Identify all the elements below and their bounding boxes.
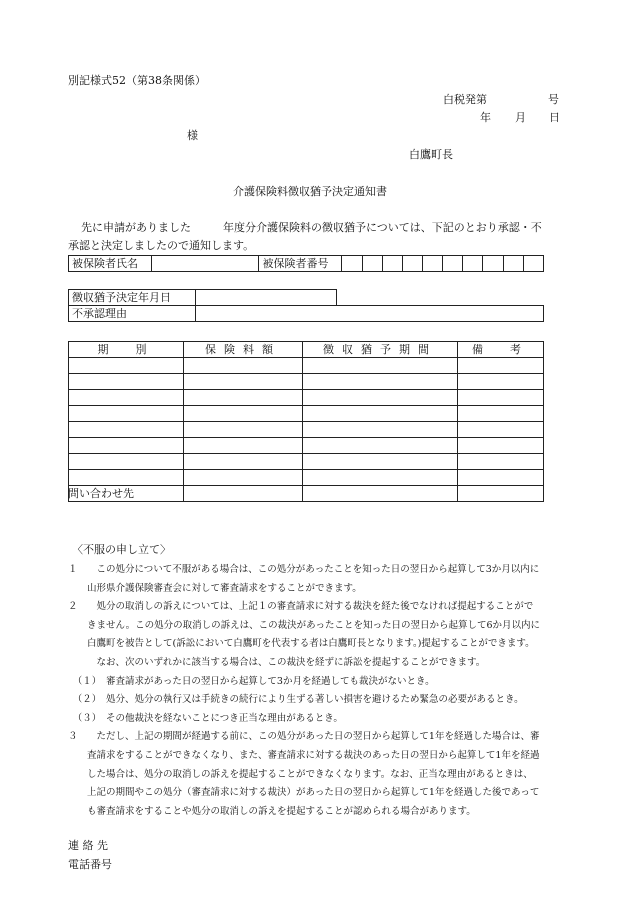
decision-date-table (68, 289, 337, 306)
period-table (68, 341, 544, 502)
insured-number-digit (443, 256, 463, 272)
appeal-line: ２ 処分の取消しの訴えについては、上記１の審査請求に対する裁決を経た後でなければ提起することがで (68, 601, 534, 613)
appeal-line: きません。この処分の取消しの訴えは、この裁決があったことを知った日の翌日から起算して6か月以内に (68, 619, 541, 631)
insured-number-digit (362, 256, 382, 272)
period-header-amount: 保険料額 (184, 342, 303, 358)
appeal-line: １ この処分について不服がある場合は、この処分があったことを知った日の翌日から起算して3か月以内に (68, 564, 540, 575)
table-row (69, 470, 544, 486)
appeal-line: 山形県介護保険審査会に対して審査請求をすることができます。 (68, 582, 362, 594)
insured-number-digit (422, 256, 442, 272)
contact-label: 連 絡 先 (68, 839, 108, 852)
issuer: 白鷹町長 (409, 148, 453, 161)
intro-line1-b: 年度分介護保険料の徴収猶予については、下記のとおり承認・不 (223, 221, 542, 234)
intro-line2: 承認と決定しましたので通知します。 (68, 239, 255, 252)
period-header-remarks: 備 考 (458, 342, 544, 358)
form-id: 別記様式52（第38条関係） (68, 74, 206, 87)
insured-number-digit (503, 256, 523, 272)
appeal-line: した場合は、処分の取消しの訴えを提起することができなくなります。なお、正当な理由があるときは、 (68, 768, 533, 780)
insured-number-digit (382, 256, 402, 272)
appeal-heading: 〈不服の申し立て〉 (72, 543, 171, 556)
appeal-line: 査請求をすることができなくなり、また、審査請求に対する裁決のあった日の翌日から起算して1年を経過 (68, 749, 540, 761)
decision-date-cell (196, 290, 337, 306)
insured-table (68, 255, 544, 272)
table-row (69, 422, 544, 438)
table-row (69, 358, 544, 374)
insured-number-label: 被保険者番号 (259, 256, 342, 272)
reject-reason-label: 不承認理由 (69, 306, 196, 322)
phone-label: 電話番号 (68, 858, 112, 871)
doc-number-suffix: 号 (548, 93, 559, 106)
date-day: 日 (549, 111, 560, 124)
appeal-line: ３ ただし、上記の期間が経過する前に、この処分があった日の翌日から起算して1年を経過した場合は、審 (68, 731, 540, 743)
appeal-line: なお、次のいずれかに該当する場合は、この裁決を経ずに訴訟を提起することができます。 (68, 656, 486, 668)
document-title: 介護保険料徴収猶予決定通知書 (233, 185, 387, 198)
appeal-line: も審査請求をすることや処分の取消しの訴えを提起することが認められる場合があります。 (68, 805, 476, 817)
table-row (69, 486, 544, 502)
appeal-line: （３） その他裁決を経ないことにつき正当な理由があるとき。 (68, 712, 343, 724)
appeal-line: 上記の期間やこの処分（審査請求に対する裁決）があった日の翌日から起算して1年を経過した後であって (68, 787, 540, 799)
date-month: 月 (515, 111, 526, 124)
table-row (69, 374, 544, 390)
doc-number-prefix: 白税発第 (443, 93, 487, 106)
appeal-body (68, 561, 540, 821)
addressee-suffix: 様 (187, 129, 198, 142)
table-row (69, 438, 544, 454)
date-year: 年 (480, 111, 491, 124)
intro-line1-a: 先に申請がありました (81, 221, 191, 234)
period-header-term: 期 別 (69, 342, 184, 358)
period-header-deferral: 徴収猶予期間 (303, 342, 458, 358)
insured-number-digit (342, 256, 362, 272)
insured-name-cell (151, 256, 259, 272)
inquiry-label: 問い合わせ先 (68, 487, 134, 500)
insured-number-digit (463, 256, 483, 272)
insured-name-label: 被保険者氏名 (69, 256, 152, 272)
insured-number-digit (523, 256, 543, 272)
table-row (69, 390, 544, 406)
appeal-line: 白鷹町を被告として(訴訟において白鷹町を代表する者は白鷹町長となります。)提起することができます。 (68, 638, 535, 650)
decision-date-label: 徴収猶予決定年月日 (69, 290, 196, 306)
table-row (69, 454, 544, 470)
decision-reason-table (68, 305, 544, 322)
appeal-line: （２） 処分、処分の執行又は手続きの続行により生ずる著しい損害を避けるため緊急の必要があるとき。 (68, 694, 524, 706)
reject-reason-cell (196, 306, 544, 322)
table-row (69, 406, 544, 422)
insured-number-digit (402, 256, 422, 272)
insured-number-digit (483, 256, 503, 272)
appeal-line: （１） 審査請求があった日の翌日から起算して3か月を経過しても裁決がないとき。 (68, 675, 435, 687)
